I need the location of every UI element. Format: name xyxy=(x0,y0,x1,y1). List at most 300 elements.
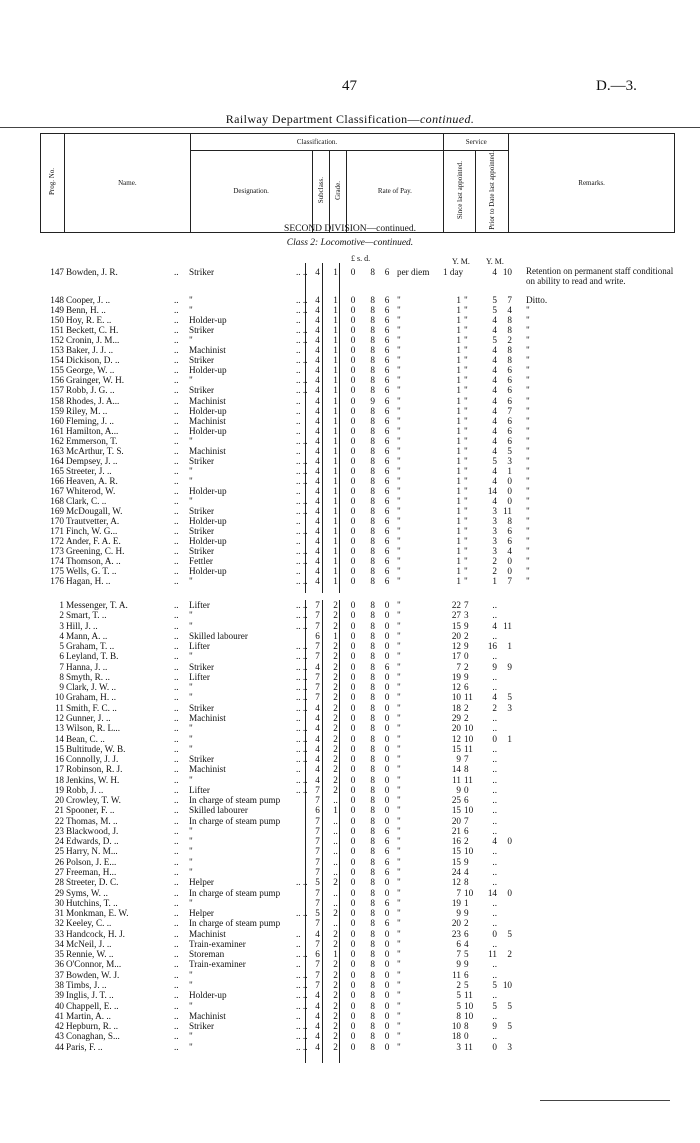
service-since-years: 1 xyxy=(456,516,461,527)
leader-dots: .. xyxy=(174,546,179,557)
leader-dots: .. xyxy=(174,435,179,446)
prog-no: 9 xyxy=(59,682,64,693)
pay-period: " xyxy=(397,496,401,506)
pay-pence: 0 xyxy=(384,908,390,919)
pay-pence: 6 xyxy=(384,566,390,577)
employee-name: Gunner, J. .. xyxy=(66,712,111,723)
column-header xyxy=(40,133,675,233)
pay-shillings: 8 xyxy=(370,682,375,693)
designation: " xyxy=(189,1041,193,1052)
service-prior-years: 4 xyxy=(492,385,497,396)
pay-pounds: 0 xyxy=(350,682,356,693)
pay-pence: 6 xyxy=(384,475,390,486)
service-since-months: 11 xyxy=(464,692,473,703)
leader-dots: .. xyxy=(296,405,301,416)
prog-no: 11 xyxy=(55,702,64,713)
header-grade: Grade. xyxy=(329,151,346,233)
pay-shillings: 8 xyxy=(370,345,375,356)
service-prior-months: 6 xyxy=(507,385,512,396)
employee-name: Crowley, T. W. xyxy=(66,795,121,806)
table-row xyxy=(0,295,700,305)
remarks: " xyxy=(526,355,530,366)
service-since-months: " xyxy=(464,415,468,426)
table-row xyxy=(0,713,700,723)
service-since-months: " xyxy=(464,496,468,506)
leader-dots: .. xyxy=(174,325,179,336)
pay-pence: 6 xyxy=(384,465,390,476)
subclass: 4 xyxy=(315,335,320,346)
service-since-months: 11 xyxy=(464,743,473,754)
table-row xyxy=(0,785,700,795)
service-since-years: 20 xyxy=(451,815,461,826)
pay-pence: 6 xyxy=(384,267,390,277)
leader-dots: .. .. xyxy=(296,1031,308,1042)
table-row xyxy=(0,355,700,365)
service-since-years: 1 xyxy=(456,385,461,396)
employee-name: Chappell, E. .. xyxy=(66,1000,119,1011)
pay-shillings: 8 xyxy=(370,506,375,517)
service-units-prior: Y. M. xyxy=(486,257,504,266)
leader-dots: .. xyxy=(174,867,179,878)
grade: 1 xyxy=(333,325,338,336)
employee-name: Streeter, D. C. xyxy=(66,877,119,888)
service-prior-years: 4 xyxy=(492,836,497,847)
service-since-months: " xyxy=(464,556,468,567)
leader-dots: .. .. xyxy=(296,526,308,537)
grade: 2 xyxy=(333,764,338,775)
grade: 1 xyxy=(333,405,338,416)
pay-shillings: 8 xyxy=(370,600,375,610)
table-row xyxy=(0,857,700,867)
subclass: 6 xyxy=(315,630,320,641)
table-row xyxy=(0,703,700,713)
employee-name: Keeley, C. .. xyxy=(66,918,112,929)
grade: 2 xyxy=(333,1000,338,1011)
designation: Holder-up xyxy=(189,990,227,1001)
header-name: Name. xyxy=(64,134,190,233)
designation: Holder-up xyxy=(189,566,227,577)
pay-period: " xyxy=(397,295,401,305)
service-prior-months: 5 xyxy=(507,1000,512,1011)
remarks: " xyxy=(526,415,530,426)
grade: 2 xyxy=(333,979,338,990)
pay-pence: 0 xyxy=(384,938,390,949)
pay-shillings: 8 xyxy=(370,1041,375,1052)
leader-dots: .. .. xyxy=(296,546,308,557)
table-row xyxy=(0,631,700,641)
subclass: 4 xyxy=(315,455,320,466)
service-since-years: 1 xyxy=(456,475,461,486)
leader-dots: .. xyxy=(174,846,179,857)
leader-dots: .. .. xyxy=(296,305,308,316)
grade: .. xyxy=(333,897,338,908)
subclass: 4 xyxy=(315,1031,320,1042)
service-prior-months: 2 xyxy=(507,335,512,346)
pay-period: " xyxy=(397,661,401,672)
grade: 1 xyxy=(333,375,338,386)
leader-dots: .. .. xyxy=(296,641,308,652)
designation: Holder-up xyxy=(189,516,227,527)
service-since-months: " xyxy=(464,315,468,326)
designation: Helper xyxy=(189,877,214,888)
service-prior-months: 11 xyxy=(503,620,512,631)
service-prior-years: 5 xyxy=(492,305,497,316)
pay-pence: 6 xyxy=(384,867,390,878)
prog-no: 7 xyxy=(59,661,64,672)
leader-dots: .. xyxy=(174,395,179,406)
designation: " xyxy=(189,969,193,980)
service-prior-years: .. xyxy=(492,774,497,785)
pay-pounds: 0 xyxy=(350,1031,356,1042)
employee-name: Robinson, R. J. xyxy=(66,764,123,775)
table-row xyxy=(0,416,700,426)
leader-dots: .. .. xyxy=(296,295,308,305)
grade: 2 xyxy=(333,610,338,621)
leader-dots: .. xyxy=(174,475,179,486)
prog-no: 10 xyxy=(54,692,64,703)
designation: Holder-up xyxy=(189,315,227,326)
pay-period: " xyxy=(397,641,401,652)
service-since-years: 12 xyxy=(451,877,461,888)
service-prior-months: 8 xyxy=(507,325,512,336)
service-since-years: 7 xyxy=(456,887,461,898)
pay-period: " xyxy=(397,465,401,476)
service-prior-years: 4 xyxy=(492,355,497,366)
leader-dots: .. .. xyxy=(296,496,308,506)
remarks: " xyxy=(526,485,530,496)
prog-no: 16 xyxy=(54,754,64,765)
service-since-months: " xyxy=(464,455,468,466)
service-prior-years: 3 xyxy=(492,536,497,547)
pay-period: " xyxy=(397,938,401,949)
pay-period: per diem xyxy=(397,267,430,277)
pay-pounds: 0 xyxy=(350,928,356,939)
document-reference: D.—3. xyxy=(596,78,637,94)
table-row xyxy=(0,939,700,949)
employee-name: Grainger, W. H. xyxy=(66,375,125,386)
pay-shillings: 8 xyxy=(370,702,375,713)
leader-dots: .. xyxy=(174,315,179,326)
grade: .. xyxy=(333,836,338,847)
table-row xyxy=(0,734,700,744)
pay-shillings: 8 xyxy=(370,815,375,826)
pay-pounds: 0 xyxy=(350,566,356,577)
leader-dots: .. xyxy=(296,315,301,326)
service-prior-years: 4 xyxy=(492,620,497,631)
pay-pounds: 0 xyxy=(350,969,356,980)
grade: 2 xyxy=(333,928,338,939)
leader-dots: .. xyxy=(174,415,179,426)
subclass: 7 xyxy=(315,641,320,652)
prog-no: 174 xyxy=(50,556,64,567)
service-since-years: 1 xyxy=(456,455,461,466)
leader-dots: .. .. xyxy=(296,576,308,587)
employee-name: Rennie, W. .. xyxy=(66,949,114,960)
grade: 1 xyxy=(333,425,338,436)
leader-dots: .. .. xyxy=(296,979,308,990)
leader-dots: .. .. xyxy=(296,692,308,703)
employee-name: Paris, F. .. xyxy=(66,1041,103,1052)
service-since-years: 1 xyxy=(456,365,461,376)
pay-pounds: 0 xyxy=(350,435,356,446)
table-row xyxy=(0,375,700,385)
service-since-months: " xyxy=(464,475,468,486)
leader-dots: .. xyxy=(174,959,179,970)
designation: Lifter xyxy=(189,784,210,795)
remarks: " xyxy=(526,546,530,557)
subclass: 4 xyxy=(315,506,320,517)
leader-dots: .. xyxy=(174,815,179,826)
employee-name: Wilson, R. L... xyxy=(66,723,120,734)
service-since-months: 2 xyxy=(464,712,469,723)
pay-pence: 6 xyxy=(384,516,390,527)
designation: Machinist xyxy=(189,764,226,775)
leader-dots: .. .. xyxy=(296,465,308,476)
pay-period: " xyxy=(397,805,401,816)
title-rule xyxy=(0,127,700,128)
table-row xyxy=(0,566,700,576)
prog-no: 6 xyxy=(59,651,64,662)
leader-dots: .. xyxy=(296,425,301,436)
leader-dots: .. .. xyxy=(296,990,308,1001)
employee-name: Wells, G. T. .. xyxy=(66,566,117,577)
pay-period: " xyxy=(397,445,401,456)
prog-no: 159 xyxy=(50,405,64,416)
prog-no: 27 xyxy=(54,867,64,878)
grade: 1 xyxy=(333,395,338,406)
subclass: 7 xyxy=(315,671,320,682)
pay-pounds: 0 xyxy=(350,784,356,795)
pay-pence: 6 xyxy=(384,425,390,436)
service-since-years: 8 xyxy=(456,1010,461,1021)
designation: Striker xyxy=(189,267,215,277)
leader-dots: .. xyxy=(174,651,179,662)
pay-shillings: 8 xyxy=(370,425,375,436)
subclass: 4 xyxy=(315,526,320,537)
pay-pence: 0 xyxy=(384,651,390,662)
service-since-months: " xyxy=(464,465,468,476)
service-prior-years: 3 xyxy=(492,546,497,557)
pay-shillings: 8 xyxy=(370,485,375,496)
pay-period: " xyxy=(397,365,401,376)
table-row xyxy=(0,816,700,826)
service-prior-years: 4 xyxy=(492,435,497,446)
service-since-years: 2 xyxy=(456,979,461,990)
pay-pounds: 0 xyxy=(350,938,356,949)
prog-no: 33 xyxy=(54,928,64,939)
employee-name: Freeman, H... xyxy=(66,867,117,878)
service-since-months: 7 xyxy=(464,815,469,826)
employee-name: Baker, J. J. .. xyxy=(66,345,114,356)
designation: Machinist xyxy=(189,712,226,723)
subclass: 4 xyxy=(315,267,320,277)
service-prior-months: 6 xyxy=(507,526,512,537)
designation: " xyxy=(189,825,193,836)
service-since-years: 20 xyxy=(451,723,461,734)
employee-name: Mann, A. .. xyxy=(66,630,108,641)
service-prior-years: .. xyxy=(492,805,497,816)
grade: 2 xyxy=(333,990,338,1001)
pay-pounds: 0 xyxy=(350,918,356,929)
grade: 1 xyxy=(333,526,338,537)
subclass: 6 xyxy=(315,949,320,960)
pay-shillings: 8 xyxy=(370,325,375,336)
service-prior-months: 5 xyxy=(507,445,512,456)
pay-shillings: 8 xyxy=(370,928,375,939)
prog-no: 31 xyxy=(54,908,64,919)
service-since-years: 12 xyxy=(451,682,461,693)
pay-pounds: 0 xyxy=(350,1041,356,1052)
pay-shillings: 8 xyxy=(370,651,375,662)
pay-pence: 6 xyxy=(384,455,390,466)
leader-dots: .. xyxy=(296,938,301,949)
grade: 2 xyxy=(333,692,338,703)
service-since-months: " xyxy=(464,576,468,587)
pay-period: " xyxy=(397,712,401,723)
pay-pence: 0 xyxy=(384,630,390,641)
leader-dots: .. xyxy=(174,485,179,496)
page-number: 47 xyxy=(342,78,357,94)
pay-shillings: 8 xyxy=(370,949,375,960)
service-prior-years: .. xyxy=(492,671,497,682)
employee-name: Streeter, J. .. xyxy=(66,465,112,476)
service-prior-years: .. xyxy=(492,1010,497,1021)
remarks: " xyxy=(526,455,530,466)
pay-pence: 6 xyxy=(384,536,390,547)
table-row xyxy=(0,396,700,406)
grade: 1 xyxy=(333,556,338,567)
pay-period: " xyxy=(397,435,401,446)
service-since-years: 21 xyxy=(451,825,461,836)
leader-dots: .. xyxy=(296,365,301,376)
leader-dots: .. .. xyxy=(296,620,308,631)
leader-dots: .. .. xyxy=(296,335,308,346)
designation: " xyxy=(189,733,193,744)
pay-pence: 0 xyxy=(384,990,390,1001)
pay-pence: 6 xyxy=(384,385,390,396)
pay-pence: 0 xyxy=(384,815,390,826)
grade: 2 xyxy=(333,682,338,693)
service-prior-years: 1 xyxy=(492,576,497,587)
leader-dots: .. xyxy=(174,556,179,567)
grade: 2 xyxy=(333,959,338,970)
pay-shillings: 8 xyxy=(370,475,375,486)
pay-pence: 6 xyxy=(384,295,390,305)
subclass: 7 xyxy=(315,815,320,826)
grade: 1 xyxy=(333,576,338,587)
service-since-months: 5 xyxy=(464,949,469,960)
pay-pounds: 0 xyxy=(350,723,356,734)
table-row xyxy=(0,836,700,846)
pay-shillings: 8 xyxy=(370,496,375,506)
pay-pence: 6 xyxy=(384,395,390,406)
leader-dots: .. xyxy=(174,805,179,816)
pay-pounds: 0 xyxy=(350,651,356,662)
pay-period: " xyxy=(397,671,401,682)
service-since-years: 23 xyxy=(451,928,461,939)
prog-no: 12 xyxy=(54,712,64,723)
pay-pence: 6 xyxy=(384,365,390,376)
pay-pence: 0 xyxy=(384,1010,390,1021)
remarks: " xyxy=(526,516,530,527)
pay-period: " xyxy=(397,425,401,436)
pay-pounds: 0 xyxy=(350,949,356,960)
prog-no: 154 xyxy=(50,355,64,366)
leader-dots: .. .. xyxy=(296,969,308,980)
pay-period: " xyxy=(397,335,401,346)
service-since-years: 15 xyxy=(451,846,461,857)
grade: 2 xyxy=(333,671,338,682)
subclass: 4 xyxy=(315,556,320,567)
service-prior-months: 11 xyxy=(503,506,512,517)
employee-name: Thomson, A. .. xyxy=(66,556,121,567)
pay-period: " xyxy=(397,475,401,486)
service-since-years: 27 xyxy=(451,610,461,621)
service-since-months: " xyxy=(464,425,468,436)
subclass: 4 xyxy=(315,355,320,366)
table-row xyxy=(0,345,700,355)
service-since-months: 0 xyxy=(464,651,469,662)
subclass: 4 xyxy=(315,546,320,557)
service-since-years: 22 xyxy=(451,600,461,610)
service-prior-months: 5 xyxy=(507,1021,512,1032)
designation: Helper xyxy=(189,908,214,919)
service-prior-years: 4 xyxy=(492,445,497,456)
remarks: " xyxy=(526,365,530,376)
grade: 1 xyxy=(333,267,338,277)
employee-name: Timbs, J. .. xyxy=(66,979,107,990)
pay-shillings: 8 xyxy=(370,455,375,466)
service-prior-years: .. xyxy=(492,682,497,693)
pay-pounds: 0 xyxy=(350,335,356,346)
prog-no: 32 xyxy=(54,918,64,929)
table-row xyxy=(0,526,700,536)
leader-dots: .. xyxy=(174,836,179,847)
leader-dots: .. xyxy=(174,600,179,610)
leader-dots: .. xyxy=(174,671,179,682)
pay-shillings: 8 xyxy=(370,267,375,277)
grade: 1 xyxy=(333,335,338,346)
leader-dots: .. xyxy=(174,425,179,436)
leader-dots: .. xyxy=(174,566,179,577)
pay-period: " xyxy=(397,415,401,426)
subclass: 4 xyxy=(315,1010,320,1021)
leader-dots: .. xyxy=(296,959,301,970)
leader-dots: .. xyxy=(174,506,179,517)
designation: Striker xyxy=(189,546,215,557)
pay-shillings: 8 xyxy=(370,733,375,744)
pay-pence: 0 xyxy=(384,949,390,960)
service-since-months: 9 xyxy=(464,856,469,867)
leader-dots: .. .. xyxy=(296,908,308,919)
service-prior-years: .. xyxy=(492,856,497,867)
pay-shillings: 8 xyxy=(370,774,375,785)
employee-name: Handcock, H. J. xyxy=(66,928,125,939)
service-since-years: 12 xyxy=(451,641,461,652)
designation: In charge of steam pump xyxy=(189,795,281,806)
service-prior-months: 3 xyxy=(507,702,512,713)
leader-dots: .. .. xyxy=(296,385,308,396)
table-row xyxy=(0,446,700,456)
pay-period: " xyxy=(397,784,401,795)
leader-dots: .. .. xyxy=(296,702,308,713)
prog-no: 172 xyxy=(50,536,64,547)
subclass: 4 xyxy=(315,345,320,356)
service-since-years: 19 xyxy=(451,897,461,908)
pay-pence: 0 xyxy=(384,600,390,610)
pay-period: " xyxy=(397,405,401,416)
employee-name: Bowden, W. J. xyxy=(66,969,120,980)
